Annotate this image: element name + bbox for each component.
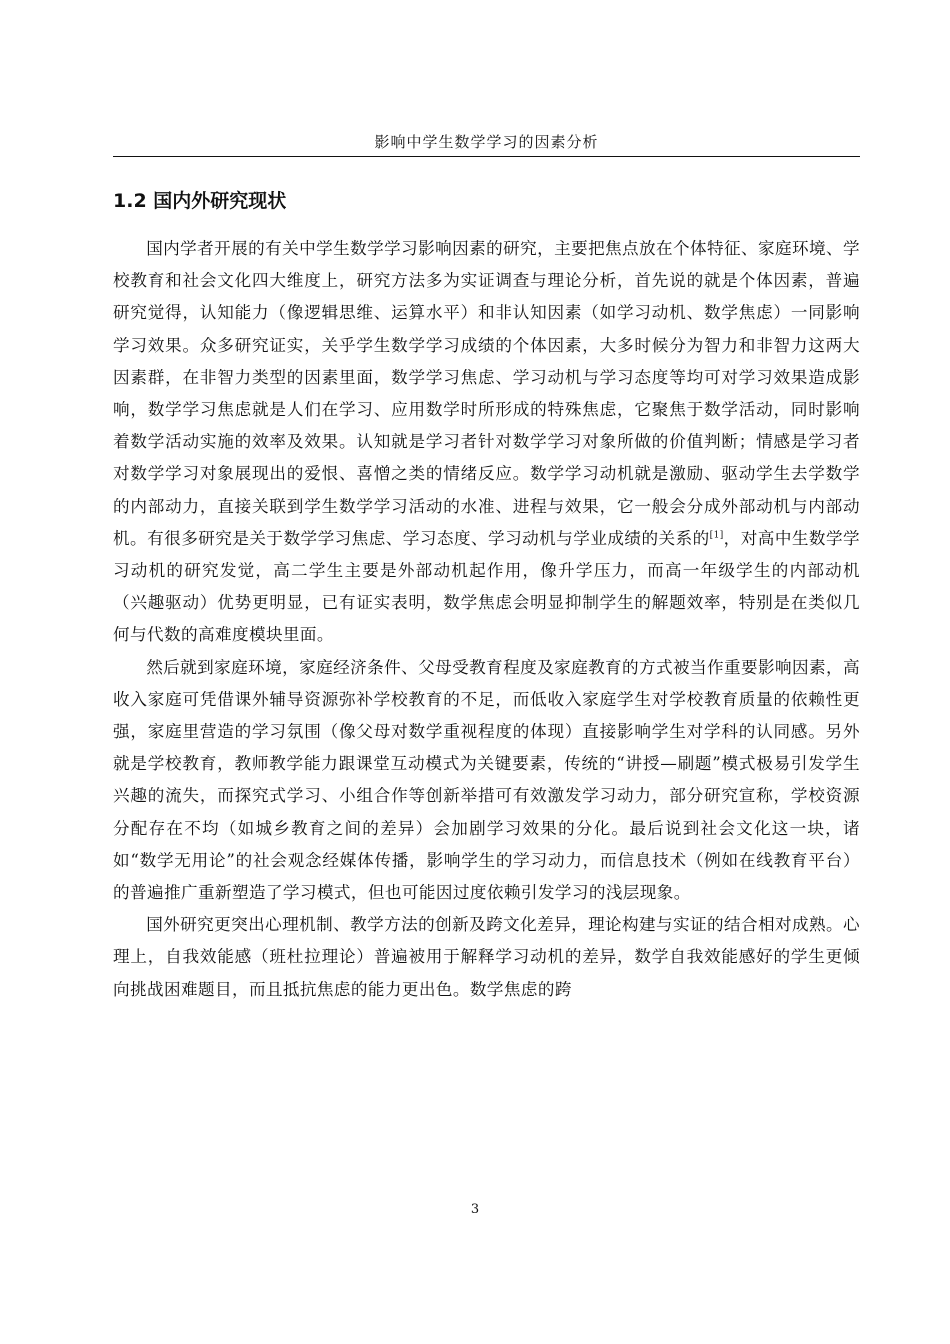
paragraph-3: 国外研究更突出心理机制、教学方法的创新及跨文化差异，理论构建与实证的结合相对成熟。心理上，自我效能感（班杜拉理论）普遍被用于解释学习动机的差异，数学自我效能感好的学生更倾向挑战困难题目，而且抵抗焦虑的能力更出色。数学焦虑的跨 xyxy=(113,915,860,999)
header-title: 影响中学生数学学习的因素分析 xyxy=(374,133,599,151)
paragraph-1-part-2: ，对高中生数学学习动机的研究发觉，高二学生主要是外部动机起作用，像升学压力，而高一年级学生的内部动机（兴趣驱动）优势更明显，已有证实表明，数学焦虑会明显抑制学生的解题效率，特别是在类似几何与代数的高难度模块里面。 xyxy=(113,528,861,645)
page-number: 3 xyxy=(470,1202,480,1217)
body-text xyxy=(113,233,860,1006)
running-header xyxy=(113,128,860,157)
paragraph-2: 然后就到家庭环境，家庭经济条件、父母受教育程度及家庭教育的方式被当作重要影响因素，高收入家庭可凭借课外辅导资源弥补学校教育的不足，而低收入家庭学生对学校教育质量的依赖性更强，家庭里营造的学习氛围（像父母对数学重视程度的体现）直接影响学生对学科的认同感。另外就是学校教育，教师教学能力跟课堂互动模式为关键要素，传统的“讲授—刷题”模式极易引发学生兴趣的流失，而探究式学习、小组合作等创新举措可有效激发学习动力，部分研究宣称，学校资源分配存在不均（如城乡教育之间的差异）会加剧学习效果的分化。最后说到社会文化这一块，诸如“数学无用论”的社会观念经媒体传播，影响学生的学习动力，而信息技术（例如在线教育平台）的普遍推广重新塑造了学习模式，但也可能因过度依赖引发学习的浅层现象。 xyxy=(113,657,860,903)
section-heading: 1.2 国内外研究现状 xyxy=(113,190,287,212)
citation-marker: [1] xyxy=(709,530,724,541)
paragraph-1 xyxy=(113,233,860,652)
paragraph-1-part-1: 国内学者开展的有关中学生数学学习影响因素的研究，主要把焦点放在个体特征、家庭环境、学校教育和社会文化四大维度上，研究方法多为实证调查与理论分析，首先说的就是个体因素，普遍研究觉得，认知能力（像逻辑思维、运算水平）和非认知因素（如学习动机、数学焦虑）一同影响学习效果。众多研究证实，关乎学生数学学习成绩的个体因素，大多时候分为智力和非智力这两大因素群，在非智力类型的因素里面，数学学习焦虑、学习动机与学习态度等均可对学习效果造成影响，数学学习焦虑就是人们在学习、应用数学时所形成的特殊焦虑，它聚焦于数学活动，同时影响着数学活动实施的效率及效果。认知就是学习者针对数学学习对象所做的价值判断；情感是学习者对数学学习对象展现出的爱恨、喜憎之类的情绪反应。数学学习动机就是激励、驱动学生去学数学的内部动力，直接关联到学生数学学习活动的水准、进程与效果，它一般会分成外部动机与内部动机。有很多研究是关于数学学习焦虑、学习态度、学习动机与学业成绩的关系的 xyxy=(113,239,860,548)
